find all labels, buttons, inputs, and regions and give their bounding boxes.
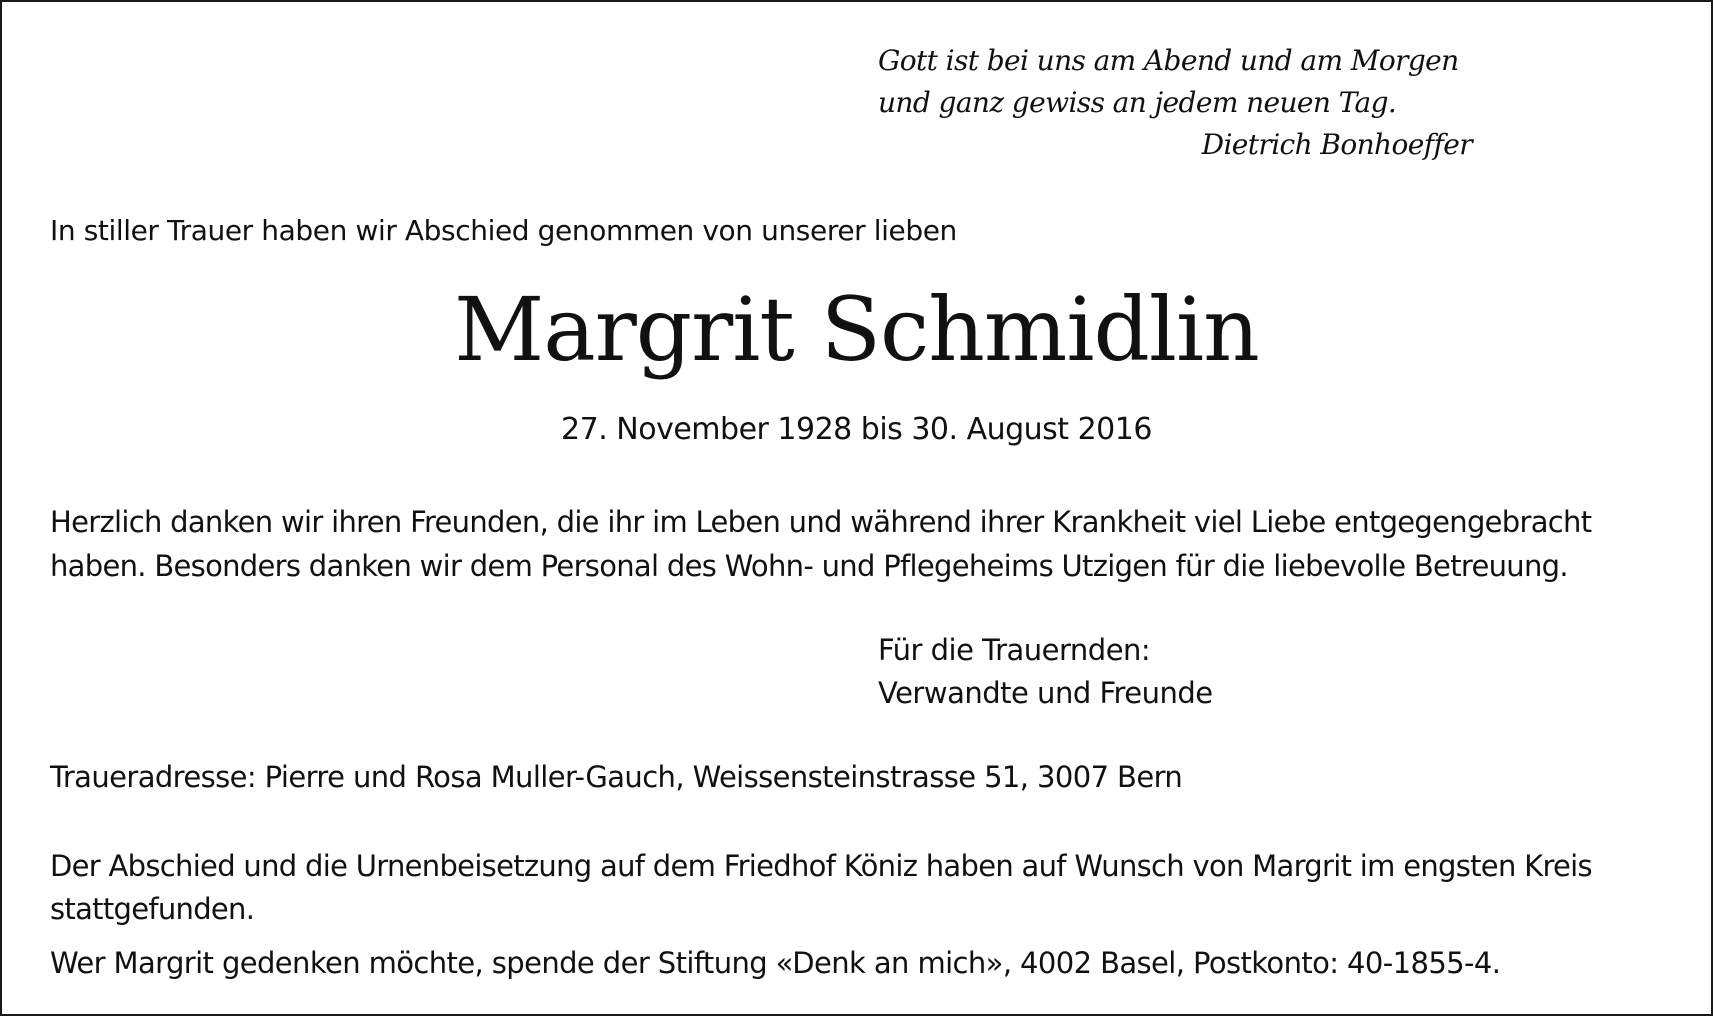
mourning-address: Traueradresse: Pierre und Rosa Muller-Gauch, Weissensteinstrasse 51, 3007 Bern bbox=[50, 760, 1183, 794]
ceremony-line: stattgefunden. bbox=[50, 892, 255, 926]
donation-note: Wer Margrit gedenken möchte, spende der Stiftung «Denk an mich», 4002 Basel, Postkonto: 40-1855-4. bbox=[50, 946, 1501, 980]
thanks-line: haben. Besonders danken wir dem Personal des Wohn- und Pflegeheims Utzigen für die liebevolle Betreuung. bbox=[50, 549, 1568, 583]
epigraph-quote bbox=[878, 40, 1472, 166]
deceased-name: Margrit Schmidlin bbox=[454, 278, 1259, 381]
signers-heading: Für die Trauernden: bbox=[878, 633, 1151, 667]
quote-line: Gott ist bei uns am Abend und am Morgen bbox=[878, 44, 1459, 77]
signers-names: Verwandte und Freunde bbox=[878, 676, 1213, 710]
thanks-paragraph bbox=[50, 500, 1680, 588]
signers-block bbox=[878, 629, 1213, 715]
ceremony-line: Der Abschied und die Urnenbeisetzung auf dem Friedhof Köniz haben auf Wunsch von Margrit im engsten Kreis bbox=[50, 849, 1592, 883]
ceremony-paragraph bbox=[50, 845, 1592, 931]
thanks-line: Herzlich danken wir ihren Freunden, die ihr im Leben und während ihrer Krankheit viel Liebe entgegengebracht bbox=[50, 505, 1592, 539]
life-dates: 27. November 1928 bis 30. August 2016 bbox=[561, 412, 1152, 447]
intro-text: In stiller Trauer haben wir Abschied genommen von unserer lieben bbox=[50, 214, 957, 247]
quote-author: Dietrich Bonhoeffer bbox=[1201, 128, 1472, 161]
quote-line: und ganz gewiss an jedem neuen Tag. bbox=[878, 86, 1397, 119]
